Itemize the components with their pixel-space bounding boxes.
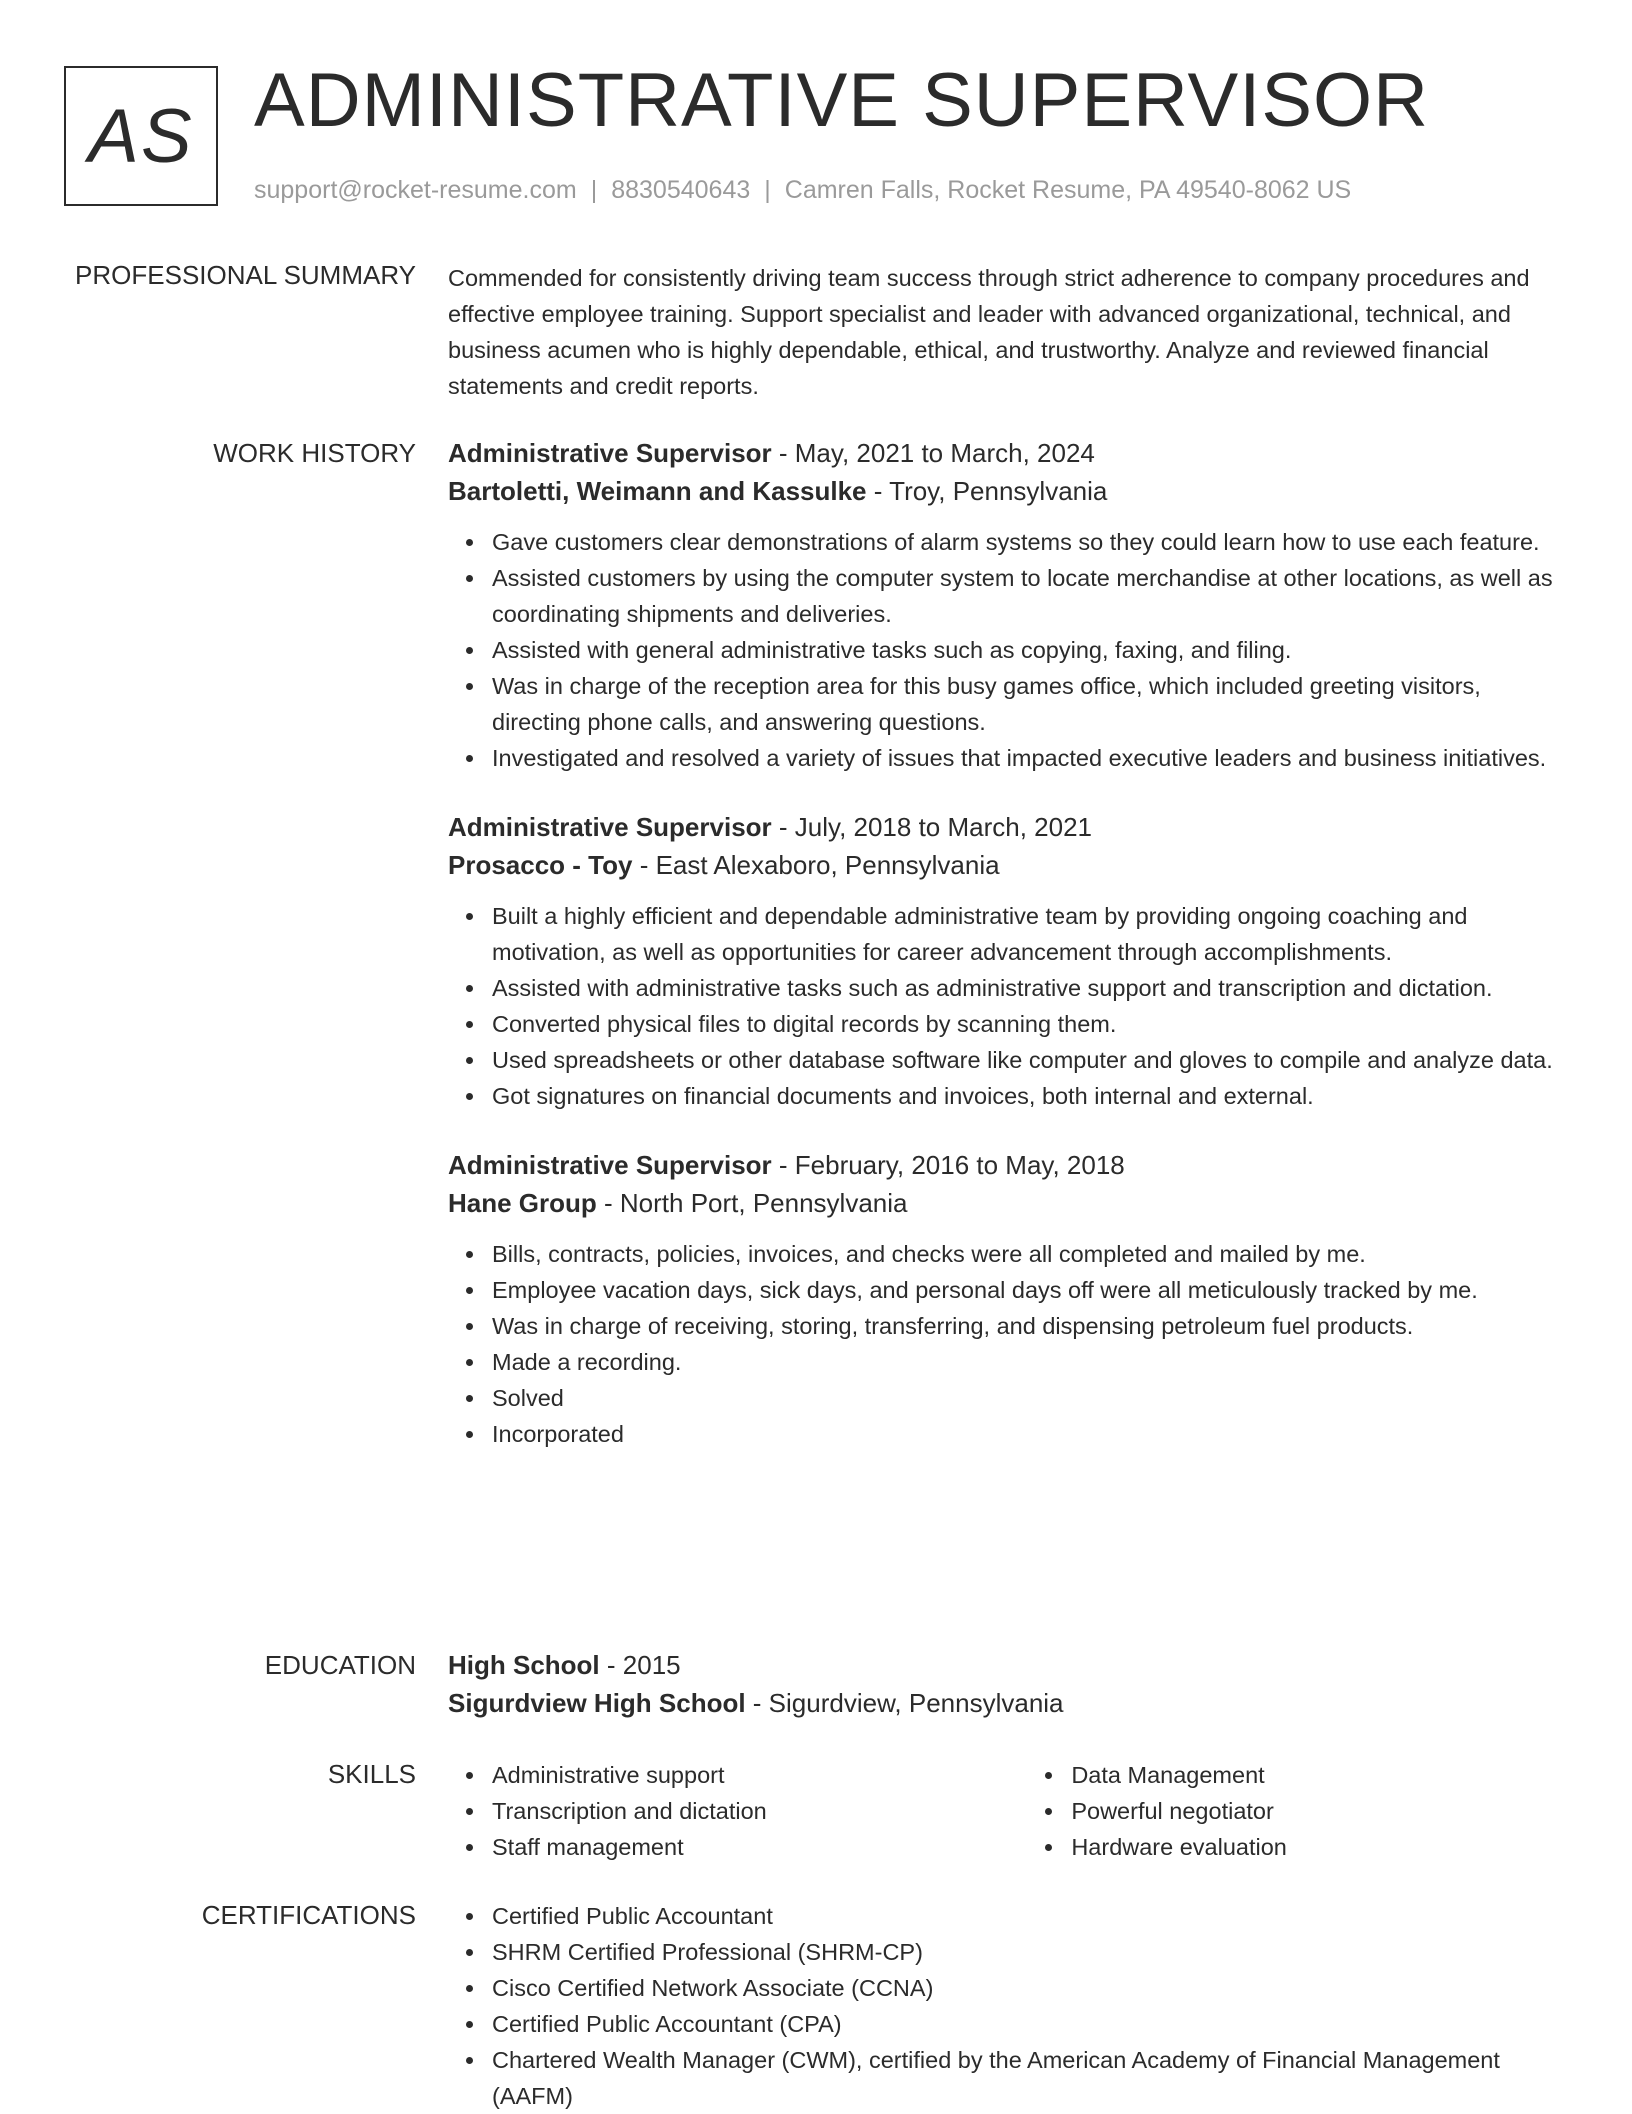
job-location: - North Port, Pennsylvania [596, 1188, 908, 1218]
contact-separator: | [590, 176, 598, 204]
job-title: Administrative Supervisor [448, 1150, 772, 1180]
job-location: - East Alexaboro, Pennsylvania [632, 850, 1000, 880]
job-bullet: Built a highly efficient and dependable administrative team by providing ongoing coaching and motivation, as well as opportunities for career advancement through accomplishments. [492, 898, 1558, 970]
certification-item: Certified Public Accountant [492, 1898, 1558, 1934]
job-title-line [448, 808, 1558, 846]
summary-text: Commended for consistently driving team success through strict adherence to company procedures and effective employee training. Support specialist and leader with advanced organizational, technical, and business acumen who is highly dependable, ethical, and trustworthy. Analyze and reviewed financial statements and credit reports. [448, 265, 1530, 399]
skill-item: Administrative support [492, 1757, 1027, 1793]
skill-item: Transcription and dictation [492, 1793, 1027, 1829]
skills-grid [448, 1757, 1558, 1865]
contact-phone[interactable]: 8830540643 [611, 176, 751, 204]
skill-item: Hardware evaluation [1071, 1829, 1558, 1865]
certification-item: Cisco Certified Network Associate (CCNA) [492, 1970, 1558, 2006]
job-bullet: Gave customers clear demonstrations of alarm systems so they could learn how to use each feature. [492, 524, 1558, 560]
education-degree-line [448, 1646, 1558, 1684]
certifications-list [448, 1898, 1558, 2114]
job-company: Hane Group [448, 1188, 597, 1218]
job-location: - Troy, Pennsylvania [866, 476, 1108, 506]
job-title: Administrative Supervisor [448, 438, 772, 468]
job-bullet: Incorporated [492, 1416, 1558, 1452]
section-label-education: EDUCATION [264, 1650, 416, 1680]
job-company: Prosacco - Toy [448, 850, 633, 880]
monogram-box [64, 66, 218, 206]
job-bullet: Got signatures on financial documents and invoices, both internal and external. [492, 1078, 1558, 1114]
education-degree: High School [448, 1650, 600, 1680]
job-bullet: Was in charge of receiving, storing, transferring, and dispensing petroleum fuel products. [492, 1308, 1558, 1344]
job-bullets [448, 524, 1558, 776]
job-dates: - May, 2021 to March, 2024 [771, 438, 1095, 468]
job-dates: - July, 2018 to March, 2021 [771, 812, 1093, 842]
job-bullet: Made a recording. [492, 1344, 1558, 1380]
contact-separator: | [764, 176, 771, 204]
job-dates: - February, 2016 to May, 2018 [771, 1150, 1125, 1180]
contact-line [254, 174, 1351, 206]
job-company-line [448, 846, 1558, 884]
job-bullet: Assisted with administrative tasks such as administrative support and transcription and dictation. [492, 970, 1558, 1006]
section-label-summary: PROFESSIONAL SUMMARY [75, 260, 416, 290]
job-bullets [448, 1236, 1558, 1452]
education-location: - Sigurdview, Pennsylvania [745, 1688, 1064, 1718]
certification-item: Chartered Wealth Manager (CWM), certified by the American Academy of Financial Management (AAFM) [492, 2042, 1558, 2114]
job-entry [448, 1146, 1558, 1452]
monogram-initials: AS [88, 93, 194, 179]
job-bullet: Bills, contracts, policies, invoices, and checks were all completed and mailed by me. [492, 1236, 1558, 1272]
job-bullets [448, 898, 1558, 1114]
job-bullet: Investigated and resolved a variety of issues that impacted executive leaders and business initiatives. [492, 740, 1558, 776]
job-entry [448, 808, 1558, 1114]
job-bullet: Used spreadsheets or other database software like computer and gloves to compile and analyze data. [492, 1042, 1558, 1078]
job-bullet: Solved [492, 1380, 1558, 1416]
certification-item: Certified Public Accountant (CPA) [492, 2006, 1558, 2042]
job-bullet: Converted physical files to digital records by scanning them. [492, 1006, 1558, 1042]
skills-column [448, 1757, 1027, 1865]
section-label-certifications: CERTIFICATIONS [201, 1900, 416, 1930]
contact-email[interactable]: support@rocket-resume.com [254, 176, 577, 204]
skill-item: Staff management [492, 1829, 1027, 1865]
candidate-name: ADMINISTRATIVE SUPERVISOR [254, 58, 1430, 143]
job-bullet: Employee vacation days, sick days, and personal days off were all meticulously tracked by me. [492, 1272, 1558, 1308]
skills-column [1027, 1757, 1558, 1865]
job-title-line [448, 1146, 1558, 1184]
education-school: Sigurdview High School [448, 1688, 746, 1718]
section-label-skills: SKILLS [327, 1759, 416, 1789]
job-title-line [448, 434, 1558, 472]
job-bullet: Assisted customers by using the computer system to locate merchandise at other locations, as well as coordinating shipments and deliveries. [492, 560, 1558, 632]
job-bullet: Assisted with general administrative tasks such as copying, faxing, and filing. [492, 632, 1558, 668]
job-title: Administrative Supervisor [448, 812, 772, 842]
job-company: Bartoletti, Weimann and Kassulke [448, 476, 867, 506]
job-bullet: Was in charge of the reception area for this busy games office, which included greeting visitors, directing phone calls, and answering questions. [492, 668, 1558, 740]
job-company-line [448, 472, 1558, 510]
education-year: - 2015 [599, 1650, 681, 1680]
skill-item: Data Management [1071, 1757, 1558, 1793]
skill-item: Powerful negotiator [1071, 1793, 1558, 1829]
job-entry [448, 434, 1558, 776]
certification-item: SHRM Certified Professional (SHRM-CP) [492, 1934, 1558, 1970]
contact-address: Camren Falls, Rocket Resume, PA 49540-8062 US [784, 176, 1352, 204]
job-company-line [448, 1184, 1558, 1222]
section-label-work-history: WORK HISTORY [213, 438, 416, 468]
education-school-line [448, 1684, 1558, 1722]
